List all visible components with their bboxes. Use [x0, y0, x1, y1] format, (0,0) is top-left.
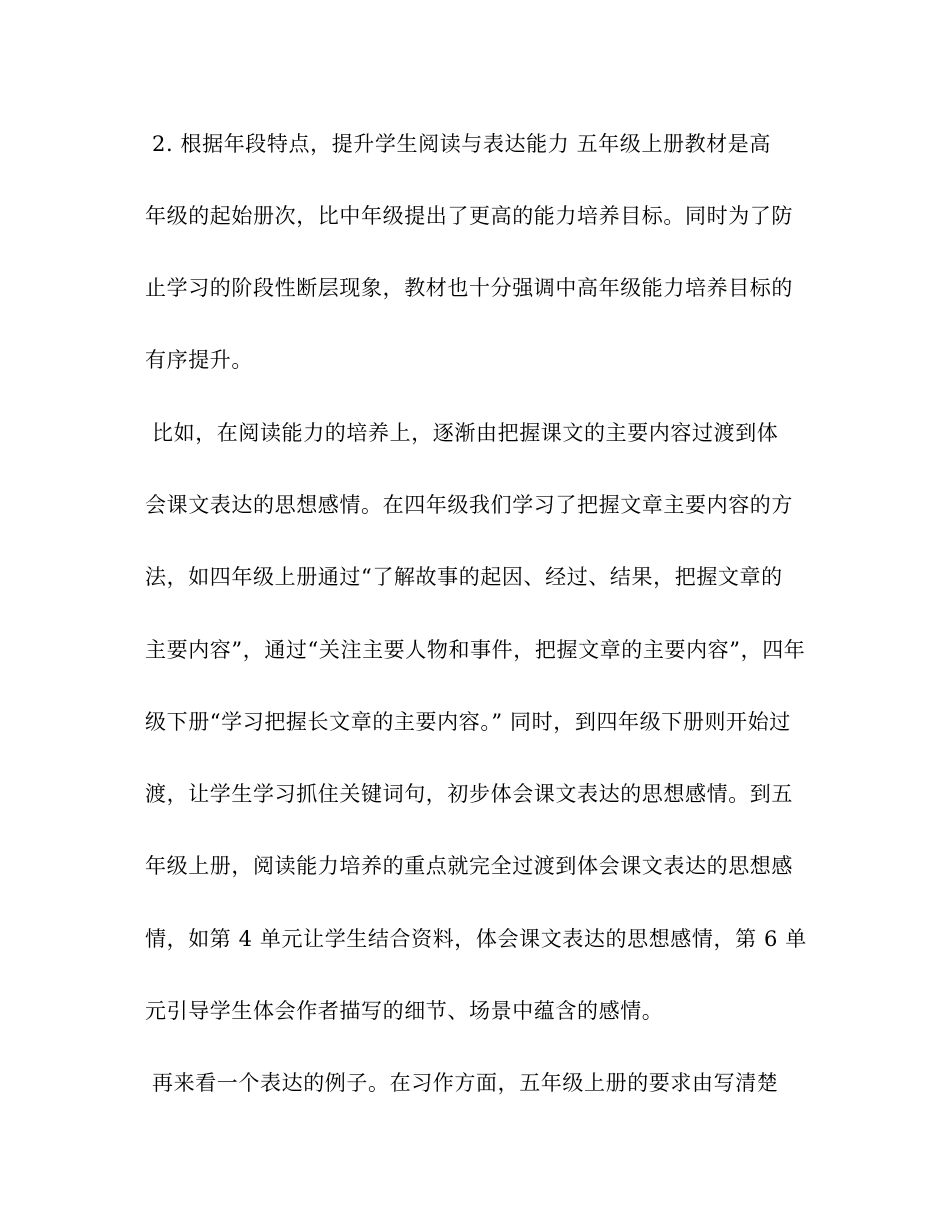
paragraph-1-line-3: 止学习的阶段性断层现象，教材也十分强调中高年级能力培养目标的: [145, 276, 793, 300]
paragraph-2-line-7: 年级上册，阅读能力培养的重点就完全过渡到体会课文表达的思想感: [145, 854, 793, 878]
paragraph-2-line-3: 法，如四年级上册通过“了解故事的起因、经过、结果，把握文章的: [145, 565, 783, 589]
paragraph-2-line-6: 渡，让学生学习抓住关键词句，初步体会课文表达的思想感情。到五: [145, 782, 793, 806]
paragraph-2-line-5: 级下册“学习把握长文章的主要内容。” 同时，到四年级下册则开始过: [145, 710, 791, 734]
paragraph-2-line-4: 主要内容”，通过“关注主要人物和事件，把握文章的主要内容”，四年: [145, 638, 806, 662]
paragraph-1-line-4: 有序提升。: [145, 348, 253, 372]
paragraph-2-line-1: 比如，在阅读能力的培养上，逐渐由把握课文的主要内容过渡到体: [152, 421, 779, 445]
paragraph-1-line-1: 2. 根据年段特点，提升学生阅读与表达能力 五年级上册教材是高: [152, 132, 771, 156]
paragraph-1-line-2: 年级的起始册次，比中年级提出了更高的能力培养目标。同时为了防: [145, 204, 793, 228]
paragraph-2-line-8: 情，如第 4 单元让学生结合资料，体会课文表达的思想感情，第 6 单: [145, 927, 807, 951]
paragraph-2-line-9: 元引导学生体会作者描写的细节、场景中蕴含的感情。: [145, 999, 664, 1023]
paragraph-3-line-1: 再来看一个表达的例子。在习作方面，五年级上册的要求由写清楚: [152, 1071, 779, 1095]
paragraph-2-line-2: 会课文表达的思想感情。在四年级我们学习了把握文章主要内容的方: [145, 493, 793, 517]
